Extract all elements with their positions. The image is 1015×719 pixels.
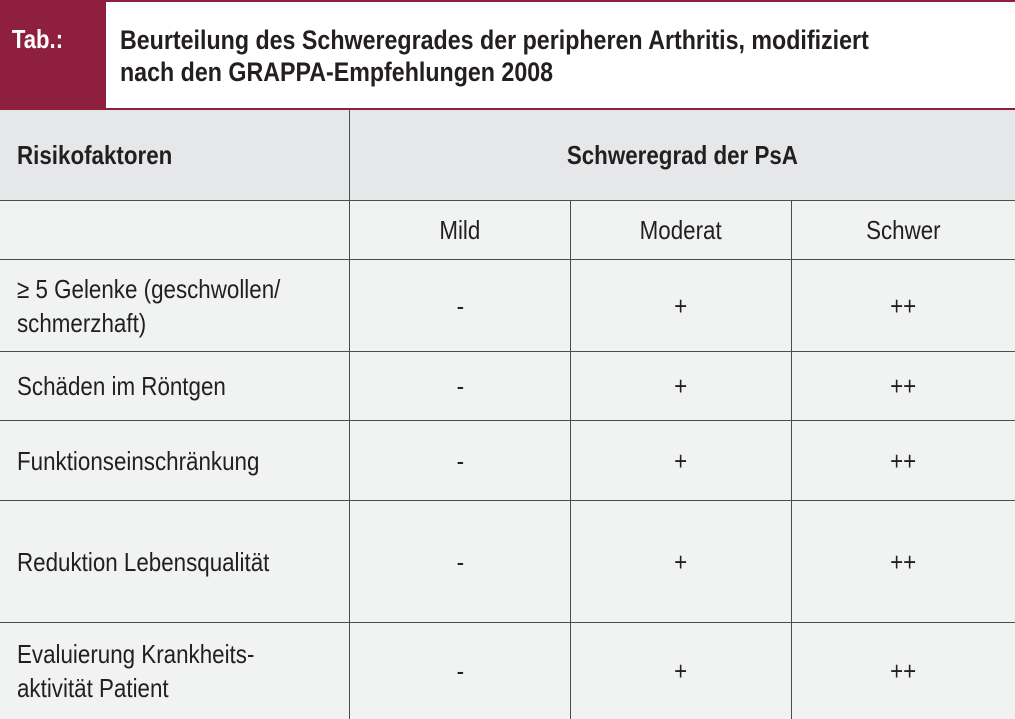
subheader-mild: Mild <box>439 215 481 245</box>
cell-schwer <box>792 501 1015 622</box>
table-row <box>0 260 1015 352</box>
table-row <box>0 352 1015 421</box>
subheader-schwer: Schwer <box>866 215 941 245</box>
header-cell-risk <box>0 110 350 200</box>
value-schwer: ++ <box>890 546 917 577</box>
value-mild: - <box>456 445 464 476</box>
table-row <box>0 501 1015 623</box>
table-title <box>120 24 885 88</box>
value-moderat: + <box>674 290 688 321</box>
value-schwer: ++ <box>890 290 917 321</box>
value-mild: - <box>456 656 464 686</box>
value-schwer: ++ <box>890 371 917 401</box>
cell-schwer <box>792 623 1015 719</box>
value-moderat: + <box>674 546 688 577</box>
cell-mild <box>350 260 571 351</box>
row-label-cell <box>0 623 350 719</box>
row-label: Reduktion Lebensqualität <box>17 546 270 577</box>
table-title-line-1: Beurteilung des Schweregrades der peripheren Arthritis, modifiziert <box>120 25 869 55</box>
value-mild: - <box>456 546 464 577</box>
table-row <box>0 623 1015 719</box>
row-label-line-2: schmerzhaft) <box>17 307 147 338</box>
cell-schwer <box>792 421 1015 500</box>
row-label-line-1: ≥ 5 Gelenke (geschwollen/ <box>17 273 281 304</box>
cell-moderat <box>571 421 792 500</box>
value-moderat: + <box>674 445 688 476</box>
subheader-cell-moderat <box>571 201 792 259</box>
cell-mild <box>350 421 571 500</box>
row-label-cell <box>0 352 350 420</box>
table-header-row <box>0 110 1015 201</box>
subheader-cell-empty <box>0 201 350 259</box>
tab-label: Tab.: <box>11 24 64 54</box>
subheader-moderat: Moderat <box>639 215 723 245</box>
cell-moderat <box>571 260 792 351</box>
row-label-cell <box>0 421 350 500</box>
cell-moderat <box>571 623 792 719</box>
row-label-cell <box>0 501 350 622</box>
table-title-line-2: nach den GRAPPA-Empfehlungen 2008 <box>120 57 554 87</box>
cell-schwer <box>792 260 1015 351</box>
value-mild: - <box>456 371 464 401</box>
value-moderat: + <box>674 371 688 401</box>
row-label <box>17 637 254 705</box>
header-risk-label: Risikofaktoren <box>17 140 173 170</box>
cell-mild <box>350 623 571 719</box>
severity-table <box>0 110 1015 719</box>
cell-moderat <box>571 501 792 622</box>
table-subheader-row <box>0 201 1015 260</box>
table-title-band <box>0 0 1015 110</box>
value-mild: - <box>456 290 464 321</box>
row-label <box>17 272 280 340</box>
row-label-cell <box>0 260 350 351</box>
cell-schwer <box>792 352 1015 420</box>
table-row <box>0 421 1015 501</box>
cell-moderat <box>571 352 792 420</box>
row-label-line-1: Evaluierung Krankheits- <box>17 639 255 669</box>
row-label: Schäden im Röntgen <box>17 371 226 401</box>
row-label-line-2: aktivität Patient <box>17 673 169 703</box>
value-schwer: ++ <box>890 656 917 686</box>
subheader-cell-schwer <box>792 201 1015 259</box>
row-label: Funktionseinschränkung <box>17 445 260 476</box>
cell-mild <box>350 501 571 622</box>
value-moderat: + <box>674 656 688 686</box>
header-cell-severity <box>350 110 1015 200</box>
header-severity-label: Schweregrad der PsA <box>566 140 799 170</box>
subheader-cell-mild <box>350 201 571 259</box>
cell-mild <box>350 352 571 420</box>
value-schwer: ++ <box>890 445 917 476</box>
